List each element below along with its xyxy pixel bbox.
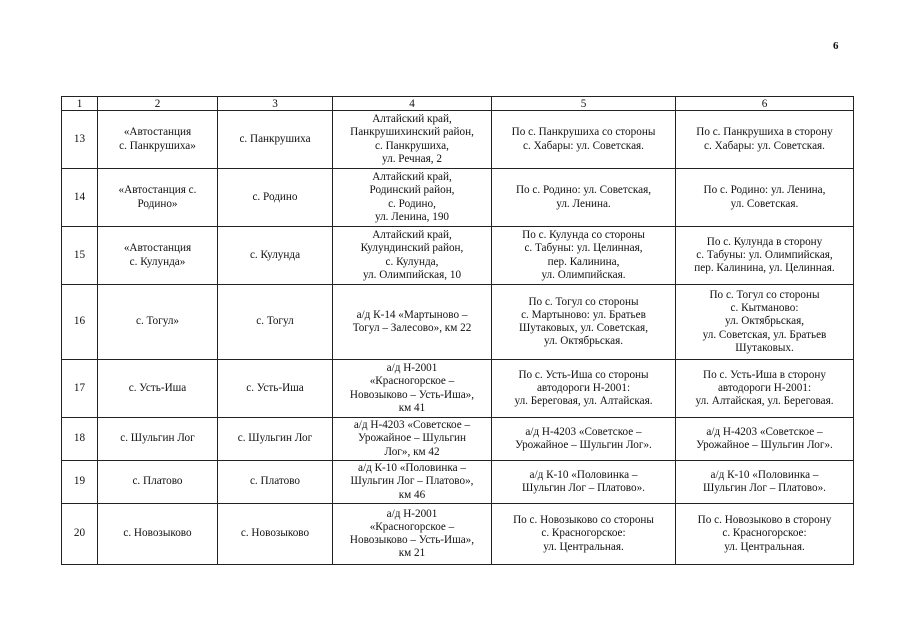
cell-line: По с. Усть-Иша со стороны xyxy=(518,368,649,381)
cell-c6 xyxy=(676,111,854,169)
cell-line: ул. Октябрьская, xyxy=(724,315,805,328)
cell-c3 xyxy=(218,360,333,418)
cell-c6 xyxy=(676,360,854,418)
cell-line: с. Красногорское: xyxy=(722,527,807,540)
cell-line: ул. Алтайская, ул. Береговая. xyxy=(695,395,834,408)
cell-c2 xyxy=(98,111,218,169)
cell-line: По с. Родино: ул. Ленина, xyxy=(703,184,826,197)
cell-line: Шульгин Лог – Платово», xyxy=(350,475,474,488)
column-header: 2 xyxy=(98,97,218,111)
cell-c5 xyxy=(492,461,676,504)
cell-c6 xyxy=(676,418,854,461)
cell-line: с. Родино, xyxy=(388,197,436,210)
header-row xyxy=(62,97,854,111)
table-row xyxy=(62,504,854,565)
cell-c2 xyxy=(98,461,218,504)
cell-c6 xyxy=(676,285,854,360)
cell-c5 xyxy=(492,227,676,285)
cell-line: По с. Новозыково со стороны xyxy=(513,514,654,527)
cell-line: а/д Н-2001 xyxy=(386,507,438,520)
table-row xyxy=(62,169,854,227)
cell-c2 xyxy=(98,504,218,565)
cell-line: Алтайский край, xyxy=(372,113,452,126)
cell-line: а/д К-10 «Половинка – xyxy=(710,468,819,481)
cell-line: а/д К-10 «Половинка – xyxy=(358,462,466,475)
table-body xyxy=(62,111,854,565)
cell-line: По с. Панкрушиха со стороны xyxy=(511,126,656,139)
cell-line: ул. Береговая, ул. Алтайская. xyxy=(514,395,653,408)
column-header: 1 xyxy=(62,97,98,111)
cell-c6 xyxy=(676,227,854,285)
cell-line: По с. Тогул со стороны xyxy=(709,288,820,301)
cell-line: Родино» xyxy=(137,197,178,210)
table-row xyxy=(62,461,854,504)
cell-line: По с. Тогул со стороны xyxy=(528,295,639,308)
route-table xyxy=(61,96,854,565)
cell-line: км 21 xyxy=(398,547,426,560)
cell-line: Шутаковых. xyxy=(735,341,794,354)
cell-line: Шульгин Лог – Платово». xyxy=(703,482,826,494)
cell-line: пер. Калинина, ул. Целинная. xyxy=(694,262,835,275)
cell-line: с. Панкрушиха xyxy=(239,132,311,145)
cell-line: км 46 xyxy=(398,488,426,501)
table-row xyxy=(62,227,854,285)
cell-c6 xyxy=(676,169,854,227)
cell-line: с. Новозыково xyxy=(123,527,192,540)
cell-c5 xyxy=(492,504,676,565)
cell-line: «Автостанция с. xyxy=(118,184,197,197)
table-row xyxy=(62,418,854,461)
cell-line: с. Хабары: ул. Советская. xyxy=(704,139,825,152)
cell-line: автодороги Н-2001: xyxy=(536,381,631,394)
cell-line: ул. Ленина. xyxy=(556,197,611,210)
cell-line: ул. Речная, 2 xyxy=(382,152,442,165)
cell-c2 xyxy=(98,360,218,418)
cell-c4 xyxy=(333,169,492,227)
cell-line: с. Шульгин Лог xyxy=(237,432,313,445)
cell-line: Урожайное – Шульгин xyxy=(357,432,467,445)
column-header: 5 xyxy=(492,97,676,111)
column-header: 3 xyxy=(218,97,333,111)
page-number: 6 xyxy=(833,40,839,52)
cell-c3 xyxy=(218,285,333,360)
cell-c4 xyxy=(333,504,492,565)
cell-c6 xyxy=(676,504,854,565)
cell-line: с. Хабары: ул. Советская. xyxy=(523,139,644,152)
row-number: 13 xyxy=(62,111,98,169)
cell-line: Родинский район, xyxy=(369,184,455,197)
cell-line: а/д К-14 «Мартыново – xyxy=(356,308,468,321)
cell-line: а/д Н-4203 «Советское – xyxy=(525,425,642,438)
cell-line: с. Панкрушиха» xyxy=(119,139,196,152)
cell-line: Шутаковых, ул. Советская, xyxy=(519,322,648,334)
column-header: 4 xyxy=(333,97,492,111)
cell-c3 xyxy=(218,227,333,285)
cell-line: Кулундинский район, xyxy=(360,242,464,255)
cell-line: ул. Октябрьская. xyxy=(543,335,624,348)
cell-line: с. Тогул» xyxy=(135,315,179,328)
cell-c4 xyxy=(333,418,492,461)
cell-line: ул. Советская. xyxy=(730,197,799,210)
cell-line: Шульгин Лог – Платово». xyxy=(522,482,645,494)
cell-c2 xyxy=(98,227,218,285)
cell-c5 xyxy=(492,360,676,418)
row-number: 17 xyxy=(62,360,98,418)
cell-line: а/д К-10 «Половинка – xyxy=(529,468,638,481)
cell-line: с. Усть-Иша xyxy=(128,381,187,394)
row-number: 18 xyxy=(62,418,98,461)
cell-line: а/д Н-4203 «Советское – xyxy=(353,419,471,432)
cell-line: «Красногорское – xyxy=(369,520,455,533)
cell-line: с. Кулунда» xyxy=(129,255,186,268)
cell-line: км 41 xyxy=(398,401,426,414)
cell-c5 xyxy=(492,169,676,227)
cell-line: Алтайский край, xyxy=(372,229,452,242)
cell-c5 xyxy=(492,111,676,169)
cell-line: Панкрушихинский район, xyxy=(350,126,474,139)
cell-c2 xyxy=(98,285,218,360)
cell-line: с. Табуны: ул. Целинная, xyxy=(524,242,643,255)
cell-c3 xyxy=(218,504,333,565)
cell-line: с. Новозыково xyxy=(240,527,310,540)
cell-c4 xyxy=(333,461,492,504)
cell-line: Лог», км 42 xyxy=(384,445,440,458)
cell-line: Алтайский край, xyxy=(372,171,452,184)
cell-line: ул. Олимпийская. xyxy=(541,268,626,281)
table-row xyxy=(62,111,854,169)
cell-line: а/д Н-4203 «Советское – xyxy=(706,425,823,438)
cell-c2 xyxy=(98,169,218,227)
cell-line: «Автостанция xyxy=(123,126,192,139)
cell-line: ул. Центральная. xyxy=(724,540,805,553)
cell-c3 xyxy=(218,418,333,461)
cell-line: автодороги Н-2001: xyxy=(717,381,812,394)
cell-c3 xyxy=(218,461,333,504)
cell-line: с. Кулунда xyxy=(249,248,301,261)
cell-c4 xyxy=(333,227,492,285)
cell-c2 xyxy=(98,418,218,461)
cell-line: ул. Олимпийская, 10 xyxy=(362,268,462,281)
cell-line: По с. Панкрушиха в сторону xyxy=(696,126,833,139)
cell-line: По с. Родино: ул. Советская, xyxy=(515,184,652,197)
cell-c5 xyxy=(492,285,676,360)
cell-line: с. Табуны: ул. Олимпийская, xyxy=(696,248,833,261)
row-number: 19 xyxy=(62,461,98,504)
row-number: 16 xyxy=(62,285,98,360)
cell-line: ул. Советская, ул. Братьев xyxy=(702,328,827,341)
row-number: 20 xyxy=(62,504,98,565)
cell-line: с. Усть-Иша xyxy=(246,381,304,394)
table-row xyxy=(62,285,854,360)
cell-line: ул. Центральная. xyxy=(543,540,624,553)
cell-line: пер. Калинина, xyxy=(547,255,620,268)
cell-line: Новозыково – Усть-Иша», xyxy=(349,388,475,401)
cell-line: с. Платово xyxy=(132,475,183,488)
column-header: 6 xyxy=(676,97,854,111)
cell-line: а/д Н-2001 xyxy=(386,362,438,375)
cell-line: По с. Усть-Иша в сторону xyxy=(703,368,826,381)
cell-line: с. Шульгин Лог xyxy=(120,432,195,445)
cell-c5 xyxy=(492,418,676,461)
cell-c3 xyxy=(218,111,333,169)
row-number: 14 xyxy=(62,169,98,227)
cell-c4 xyxy=(333,111,492,169)
cell-line: Урожайное – Шульгин Лог». xyxy=(515,439,652,451)
cell-line: Новозыково – Усть-Иша», xyxy=(349,534,475,546)
cell-line: ул. Ленина, 190 xyxy=(374,210,450,223)
table-row xyxy=(62,360,854,418)
cell-line: с. Кытманово: xyxy=(730,302,799,315)
cell-c6 xyxy=(676,461,854,504)
cell-line: с. Панкрушиха, xyxy=(375,139,449,152)
cell-line: с. Кулунда, xyxy=(385,255,439,268)
cell-line: По с. Кулунда в сторону xyxy=(706,235,823,248)
cell-line: По с. Кулунда со стороны xyxy=(522,229,645,242)
cell-line: с. Красногорское: xyxy=(541,527,626,540)
cell-line: с. Родино xyxy=(252,190,298,203)
cell-line: с. Платово xyxy=(249,475,301,488)
cell-line: По с. Новозыково в сторону xyxy=(697,514,832,527)
cell-c4 xyxy=(333,285,492,360)
row-number: 15 xyxy=(62,227,98,285)
cell-line: с. Мартыново: ул. Братьев xyxy=(521,308,646,321)
cell-line: Тогул – Залесово», км 22 xyxy=(352,322,472,334)
cell-line: «Красногорское – xyxy=(369,375,455,388)
cell-line: Урожайное – Шульгин Лог». xyxy=(696,439,833,451)
cell-line: «Автостанция xyxy=(123,242,192,255)
cell-c4 xyxy=(333,360,492,418)
cell-line: с. Тогул xyxy=(256,315,294,328)
cell-c3 xyxy=(218,169,333,227)
